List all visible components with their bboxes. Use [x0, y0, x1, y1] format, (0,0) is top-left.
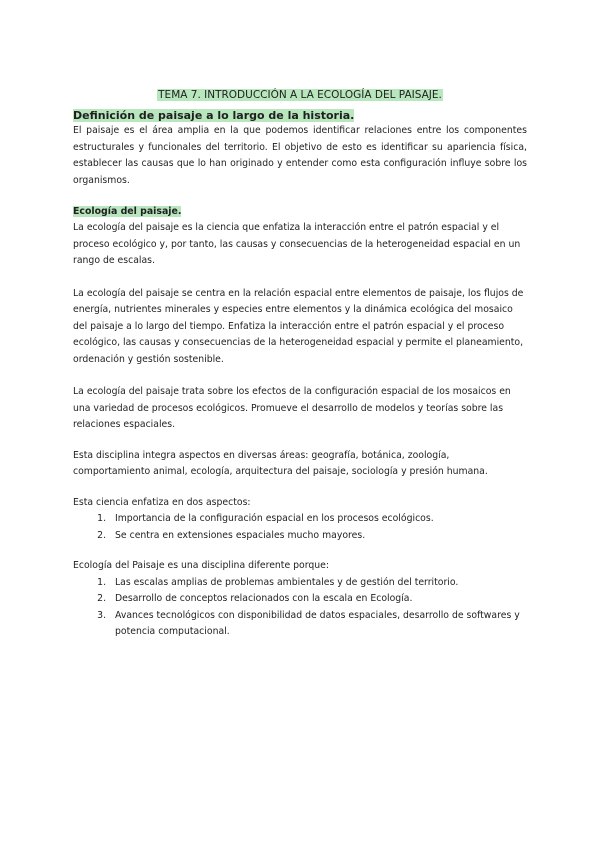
- list1-item: 2. Se centra en extensiones espaciales mucho mayores.: [109, 528, 527, 545]
- list1: [73, 511, 527, 544]
- document-title: [0, 88, 600, 102]
- list2: [73, 575, 527, 641]
- section2-paragraph-4: Esta disciplina integra aspectos en diversas áreas: geografía, botánica, zoología, comportamiento animal, ecología, arquitectura del paisaje, sociología y presión humana.: [73, 449, 488, 477]
- list2-item: 3. Avances tecnológicos con disponibilidad de datos espaciales, desarrollo de softwares y potencia computacional.: [109, 608, 527, 641]
- document-body: [73, 108, 527, 641]
- section1-paragraph: El paisaje es el área amplia en la que podemos identificar relaciones entre los componentes estructurales y funcionales del territorio. El objetivo de esto es identificar su apariencia física, establecer las causas que lo han originado y entender como esta configuración influye sobre los organismos.: [73, 125, 527, 186]
- list1-intro: Esta ciencia enfatiza en dos aspectos:: [73, 496, 251, 508]
- document-title-text: TEMA 7. INTRODUCCIÓN A LA ECOLOGÍA DEL PAISAJE.: [158, 89, 442, 101]
- section1-heading: Definición de paisaje a lo largo de la historia.: [73, 109, 355, 122]
- section2-paragraph-3: La ecología del paisaje trata sobre los efectos de la configuración espacial de los mosaicos en una variedad de procesos ecológicos. Promueve el desarrollo de modelos y teorías sobre las relaciones espaciales.: [73, 386, 511, 430]
- section2-paragraph-1: La ecología del paisaje es la ciencia que enfatiza la interacción entre el patrón espacial y el proceso ecológico y, por tanto, las causas y consecuencias de la heterogeneidad espacial en un rango de escalas.: [73, 222, 521, 266]
- list2-item: 2. Desarrollo de conceptos relacionados con la escala en Ecología.: [109, 591, 527, 608]
- section2-paragraph-2: La ecología del paisaje se centra en la relación espacial entre elementos de paisaje, los flujos de energía, nutrientes minerales y especies entre elementos y la dinámica ecológica del mosaico del paisaje a lo largo del tiempo. Enfatiza la interacción entre el patrón espacial y el proceso ecológico, las causas y consecuencias de la heterogeneidad espacial y permite el planeamiento, ordenación y gestión sostenible.: [73, 287, 524, 365]
- list1-item: 1. Importancia de la configuración espacial en los procesos ecológicos.: [109, 511, 527, 528]
- list2-intro: Ecología del Paisaje es una disciplina diferente porque:: [73, 560, 330, 571]
- section2-heading: Ecología del paisaje.: [73, 206, 182, 217]
- list2-item: 1. Las escalas amplias de problemas ambientales y de gestión del territorio.: [109, 575, 527, 592]
